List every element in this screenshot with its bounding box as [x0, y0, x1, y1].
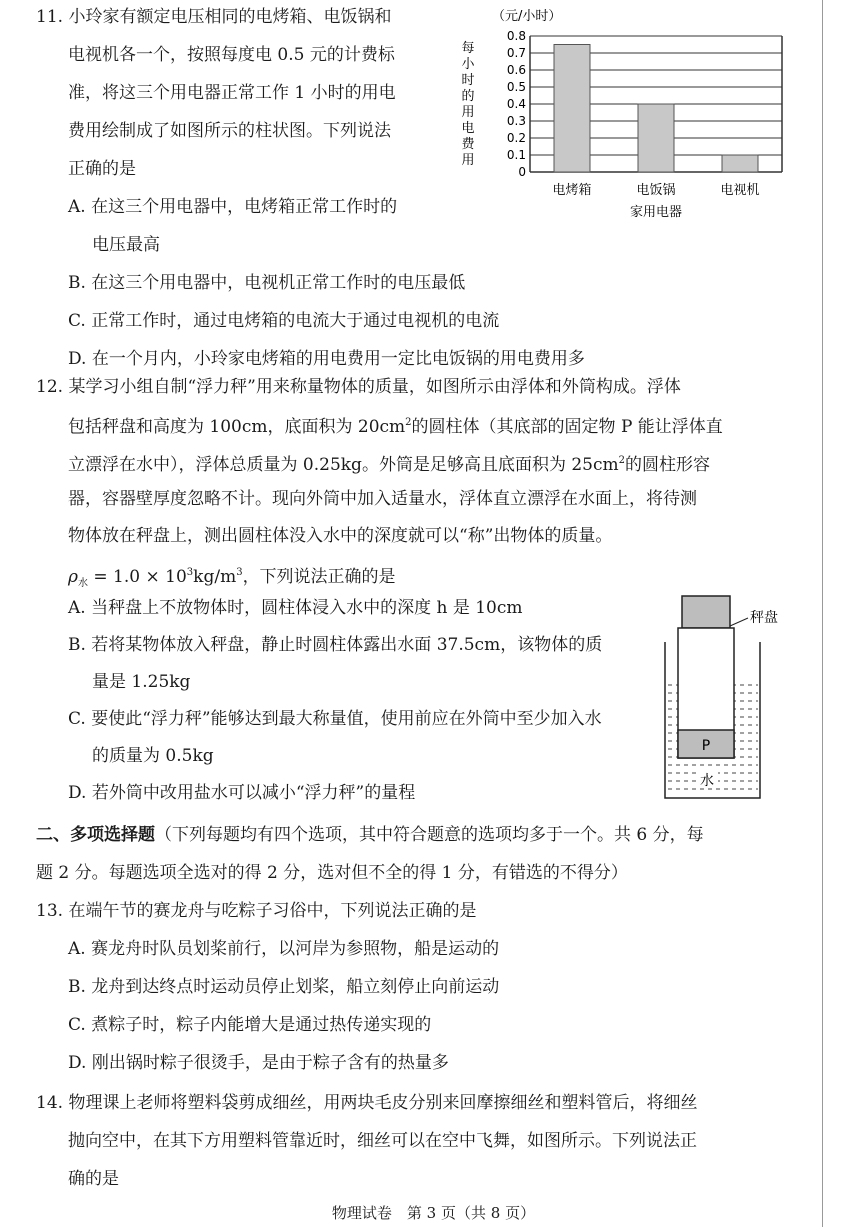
q12-stem-line-2b: 的圆柱体（其底部的固定物 P 能让浮体直	[411, 417, 723, 437]
q11-stem-line-1: 11. 小玲家有额定电压相同的电烤箱、电饭锅和	[36, 7, 392, 27]
floating-scale-figure	[660, 590, 795, 805]
x-tick-label: 电饭锅	[636, 183, 676, 198]
q12-stem-line-5: 物体放在秤盘上，测出圆柱体没入水中的深度就可以“称”出物体的质量。	[68, 526, 613, 546]
q11-option-d: D. 在一个月内，小玲家电烤箱的用电费用一定比电饭锅的用电费用多	[68, 349, 585, 369]
q12-superscript: 2	[405, 417, 412, 428]
chart-unit-label: （元/小时）	[492, 9, 562, 24]
y-tick-label: 0.8	[506, 29, 526, 43]
section-2-instructions: （下列每题均有四个选项，其中符合题意的选项均多于一个。共 6 分，每	[155, 825, 704, 845]
y-axis-label-char: 小	[461, 57, 475, 72]
q12-option-b-cont: 量是 1.25kg	[92, 672, 191, 692]
chart-yticks	[507, 29, 526, 179]
chart-xlabel: 家用电器	[629, 205, 683, 220]
q11-stem-line-5: 正确的是	[68, 159, 136, 179]
y-tick-label: 0.3	[506, 114, 526, 128]
q13-option-c: C. 煮粽子时，粽子内能增大是通过热传递实现的	[68, 1015, 432, 1035]
density-unit-exponent: 3	[236, 567, 243, 578]
p-label: P	[701, 738, 711, 754]
right-margin-rule	[822, 0, 823, 1227]
section-2-line-2: 题 2 分。每题选项全选对的得 2 分，选对但不全的得 1 分，有错选的不得分）	[36, 863, 628, 883]
y-tick-label: 0.6	[506, 63, 526, 77]
rho-symbol: ρ	[68, 567, 78, 587]
q11-option-a: A. 在这三个用电器中，电烤箱正常工作时的	[68, 197, 398, 217]
q12-option-c: C. 要使此“浮力秤”能够达到最大称量值，使用前应在外筒中至少加入水	[68, 709, 602, 729]
q11-stem-line-3: 准，将这三个用电器正常工作 1 小时的用电	[68, 83, 396, 103]
rho-subscript: 水	[78, 578, 88, 589]
q14-stem-line-3: 确的是	[68, 1169, 119, 1189]
q12-option-c-cont: 的质量为 0.5kg	[92, 746, 214, 766]
density-value: = 1.0 × 10	[88, 567, 187, 587]
y-axis-label-char: 电	[461, 121, 475, 136]
q13-stem: 13. 在端午节的赛龙舟与吃粽子习俗中，下列说法正确的是	[36, 901, 477, 921]
chart-xticks	[552, 182, 759, 198]
x-tick-label: 电烤箱	[552, 183, 592, 198]
q12-superscript-2: 2	[618, 455, 625, 466]
q14-stem-line-1: 14. 物理课上老师将塑料袋剪成细丝，用两块毛皮分别来回摩擦细丝和塑料管后，将细丝	[36, 1093, 698, 1113]
pan-leader-line	[730, 618, 748, 626]
density-exponent: 3	[186, 567, 194, 578]
q12-question: ，下列说法正确的是	[242, 567, 396, 587]
bar	[722, 155, 758, 172]
q12-stem-line-2	[68, 412, 723, 438]
pan-label: 秤盘	[750, 610, 778, 626]
q13-option-b: B. 龙舟到达终点时运动员停止划桨，船立刻停止向前运动	[68, 977, 500, 997]
y-tick-label: 0.2	[506, 131, 526, 145]
water-label: 水	[700, 773, 714, 789]
q12-stem-line-2a: 包括秤盘和高度为 100cm，底面积为 20cm	[68, 417, 406, 437]
q12-stem-line-3b: 的圆柱形容	[625, 455, 710, 475]
q11-option-c: C. 正常工作时，通过电烤箱的电流大于通过电视机的电流	[68, 311, 500, 331]
chart-bars	[554, 45, 758, 173]
q11-stem-line-4: 费用绘制成了如图所示的柱状图。下列说法	[68, 121, 391, 141]
q13-option-d: D. 刚出锅时粽子很烫手，是由于粽子含有的热量多	[68, 1053, 449, 1073]
q12-option-d: D. 若外筒中改用盐水可以减小“浮力秤”的量程	[68, 783, 416, 803]
q12-option-b: B. 若将某物体放入秤盘，静止时圆柱体露出水面 37.5cm，该物体的质	[68, 635, 603, 655]
x-tick-label: 电视机	[720, 183, 760, 198]
q11-stem-line-2: 电视机各一个，按照每度电 0.5 元的计费标	[68, 45, 395, 65]
y-axis-label-char: 每	[461, 41, 475, 56]
y-axis-label-char: 时	[461, 73, 475, 88]
y-axis-label-char: 费	[461, 137, 475, 152]
chart-ylabel	[461, 41, 475, 168]
q12-stem-line-3a: 立漂浮在水中），浮体总质量为 0.25kg。外筒是足够高且底面积为 25cm	[68, 455, 619, 475]
q13-option-a: A. 赛龙舟时队员划桨前行，以河岸为参照物，船是运动的	[68, 939, 500, 959]
q12-stem-line-1: 12. 某学习小组自制“浮力秤”用来称量物体的质量，如图所示由浮体和外筒构成。浮体	[36, 377, 681, 397]
q12-density-line	[68, 562, 396, 595]
section-2-line-1	[36, 824, 704, 846]
bar	[554, 45, 590, 173]
y-axis-label-char: 的	[461, 89, 475, 104]
q12-stem-line-3	[68, 450, 710, 476]
q14-stem-line-2: 抛向空中，在其下方用塑料管靠近时，细丝可以在空中飞舞，如图所示。下列说法正	[68, 1131, 697, 1151]
y-tick-label: 0.7	[506, 46, 526, 60]
page-footer: 物理试卷 第 3 页（共 8 页）	[331, 1204, 536, 1222]
y-tick-label: 0.5	[506, 80, 526, 94]
y-axis-label-char: 用	[461, 153, 475, 168]
q12-stem-line-4: 器，容器壁厚度忽略不计。现向外筒中加入适量水，浮体直立漂浮在水面上，将待测	[68, 489, 697, 509]
bar	[638, 104, 674, 172]
section-2-title: 二、多项选择题	[36, 825, 155, 845]
q11-option-b: B. 在这三个用电器中，电视机正常工作时的电压最低	[68, 273, 466, 293]
y-tick-label: 0.4	[506, 97, 526, 111]
q12-option-a: A. 当秤盘上不放物体时，圆柱体浸入水中的深度 h 是 10cm	[68, 598, 523, 618]
y-tick-label: 0.1	[506, 148, 526, 162]
y-axis-label-char: 用	[461, 105, 475, 120]
pan-shape	[682, 596, 730, 628]
electricity-cost-bar-chart	[452, 0, 792, 225]
density-unit: kg/m	[193, 567, 237, 587]
y-tick-label: 0	[518, 165, 526, 179]
q11-option-a-cont: 电压最高	[92, 235, 160, 255]
